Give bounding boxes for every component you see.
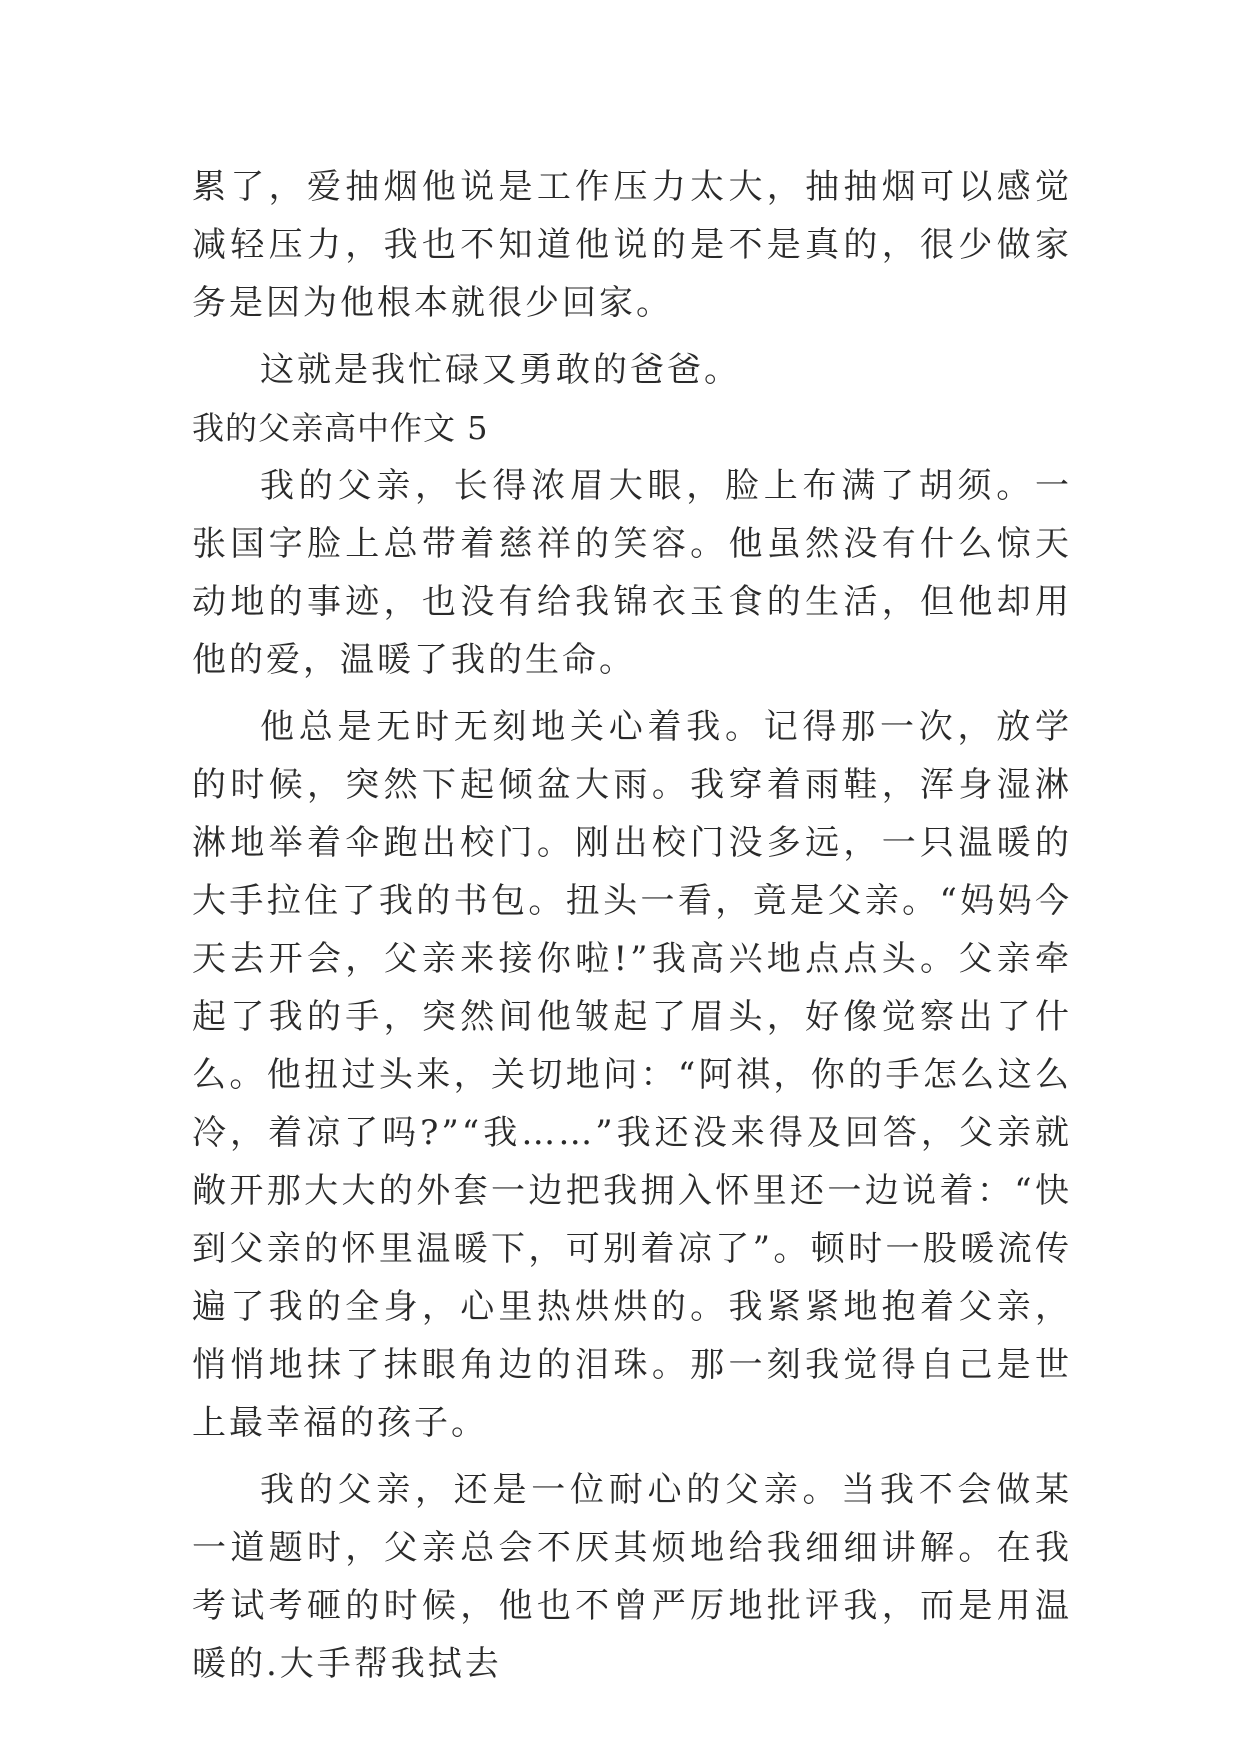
paragraph-patience: 我的父亲，还是一位耐心的父亲。当我不会做某一道题时，父亲总会不厌其烦地给我细细讲解。在我考试考砸的时候，他也不曾严厉地批评我，而是用温暖的.大手帮我拭去 xyxy=(192,1470,1072,1684)
paragraph-closing: 这就是我忙碌又勇敢的爸爸。 xyxy=(260,350,741,390)
paragraph-continuation: 累了，爱抽烟他说是工作压力太大，抽抽烟可以感觉减轻压力，我也不知道他说的是不是真的，很少做家务是因为他根本就很少回家。 xyxy=(192,167,1072,323)
paragraph-rain-story: 他总是无时无刻地关心着我。记得那一次，放学的时候，突然下起倾盆大雨。我穿着雨鞋，浑身湿淋淋地举着伞跑出校门。刚出校门没多远，一只温暖的大手拉住了我的书包。扭头一看，竟是父亲。“妈妈今天去开会，父亲来接你啦!”我高兴地点点头。父亲牵起了我的手，突然间他皱起了眉头，好像觉察出了什么。他扭过头来，关切地问：“阿祺，你的手怎么这么冷，着凉了吗?”“我……”我还没来得及回答，父亲就敞开那大大的外套一边把我拥入怀里还一边说着：“快到父亲的怀里温暖下，可别着凉了”。顿时一股暖流传遍了我的全身，心里热烘烘的。我紧紧地抱着父亲，悄悄地抹了抹眼角边的泪珠。那一刻我觉得自己是世上最幸福的孩子。 xyxy=(192,707,1072,1443)
paragraph-description: 我的父亲，长得浓眉大眼，脸上布满了胡须。一张国字脸上总带着慈祥的笑容。他虽然没有什么惊天动地的事迹，也没有给我锦衣玉食的生活，但他却用他的爱，温暖了我的生命。 xyxy=(192,466,1072,680)
document-body xyxy=(192,158,1072,1693)
essay-heading: 我的父亲高中作文 5 xyxy=(192,409,489,447)
